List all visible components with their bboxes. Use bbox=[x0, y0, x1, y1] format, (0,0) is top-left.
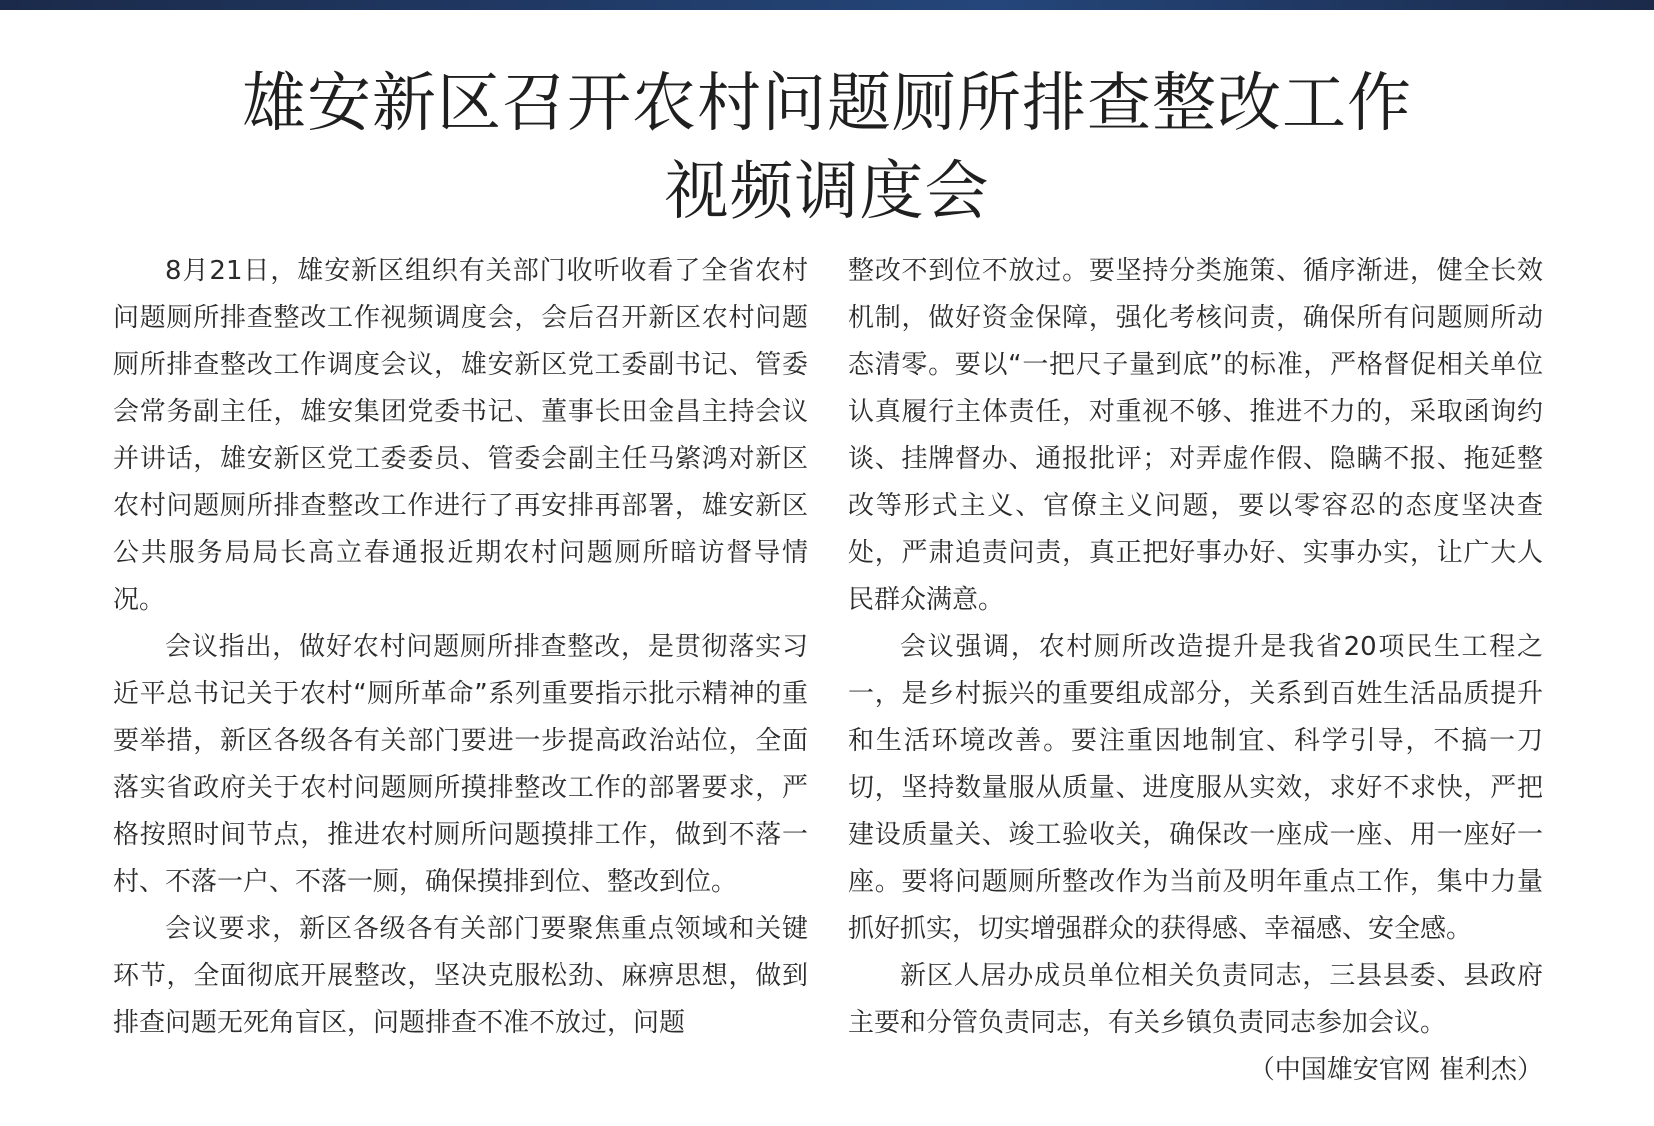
paragraph-4: 会议强调，农村厕所改造提升是我省20项民生工程之一，是乡村振兴的重要组成部分，关系到百姓生活品质提升和生活环境改善。要注重因地制宜、科学引导，不搞一刀切，坚持数量服从质量、进度服从实效，求好不求快，严把建设质量关、竣工验收关，确保改一座成一座、用一座好一座。要将问题厕所整改作为当前及明年重点工作，集中力量抓好抓实，切实增强群众的获得感、幸福感、安全感。 bbox=[848, 632, 1543, 944]
paragraph-5: 新区人居办成员单位相关负责同志，三县县委、县政府主要和分管负责同志，有关乡镇负责同志参加会议。 bbox=[848, 961, 1543, 1038]
top-banner-bar bbox=[0, 0, 1654, 10]
article-column-right bbox=[848, 248, 1543, 1094]
article-title-line-1: 雄安新区召开农村问题厕所排查整改工作 bbox=[242, 67, 1412, 141]
paragraph-2: 会议指出，做好农村问题厕所排查整改，是贯彻落实习近平总书记关于农村“厕所革命”系列重要指示批示精神的重要举措，新区各级各有关部门要进一步提高政治站位，全面落实省政府关于农村问题厕所摸排整改工作的部署要求，严格按照时间节点，推进农村厕所问题摸排工作，做到不落一村、不落一户、不落一厕，确保摸排到位、整改到位。 bbox=[113, 632, 808, 897]
paragraph-3-continued: 整改不到位不放过。要坚持分类施策、循序渐进，健全长效机制，做好资金保障，强化考核问责，确保所有问题厕所动态清零。要以“一把尺子量到底”的标准，严格督促相关单位认真履行主体责任，对重视不够、推进不力的，采取函询约谈、挂牌督办、通报批评；对弄虚作假、隐瞒不报、拖延整改等形式主义、官僚主义问题，要以零容忍的态度坚决查处，严肃追责问责，真正把好事办好、实事办实，让广大人民群众满意。 bbox=[848, 256, 1543, 615]
paragraph-1: 8月21日，雄安新区组织有关部门收听收看了全省农村问题厕所排查整改工作视频调度会，会后召开新区农村问题厕所排查整改工作调度会议，雄安新区党工委副书记、管委会常务副主任，雄安集团党委书记、董事长田金昌主持会议并讲话，雄安新区党工委委员、管委会副主任马綮鸿对新区农村问题厕所排查整改工作进行了再安排再部署，雄安新区公共服务局局长高立春通报近期农村问题厕所暗访督导情况。 bbox=[113, 256, 808, 615]
article-source-credit: （中国雄安官网 崔利杰） bbox=[1248, 1055, 1543, 1085]
article-title-line-2: 视频调度会 bbox=[664, 155, 990, 229]
article-title bbox=[0, 60, 1654, 236]
article-column-left bbox=[113, 248, 808, 1047]
paragraph-3: 会议要求，新区各级各有关部门要聚焦重点领域和关键环节，全面彻底开展整改，坚决克服松劲、麻痹思想，做到排查问题无死角盲区，问题排查不准不放过，问题 bbox=[113, 914, 808, 1038]
